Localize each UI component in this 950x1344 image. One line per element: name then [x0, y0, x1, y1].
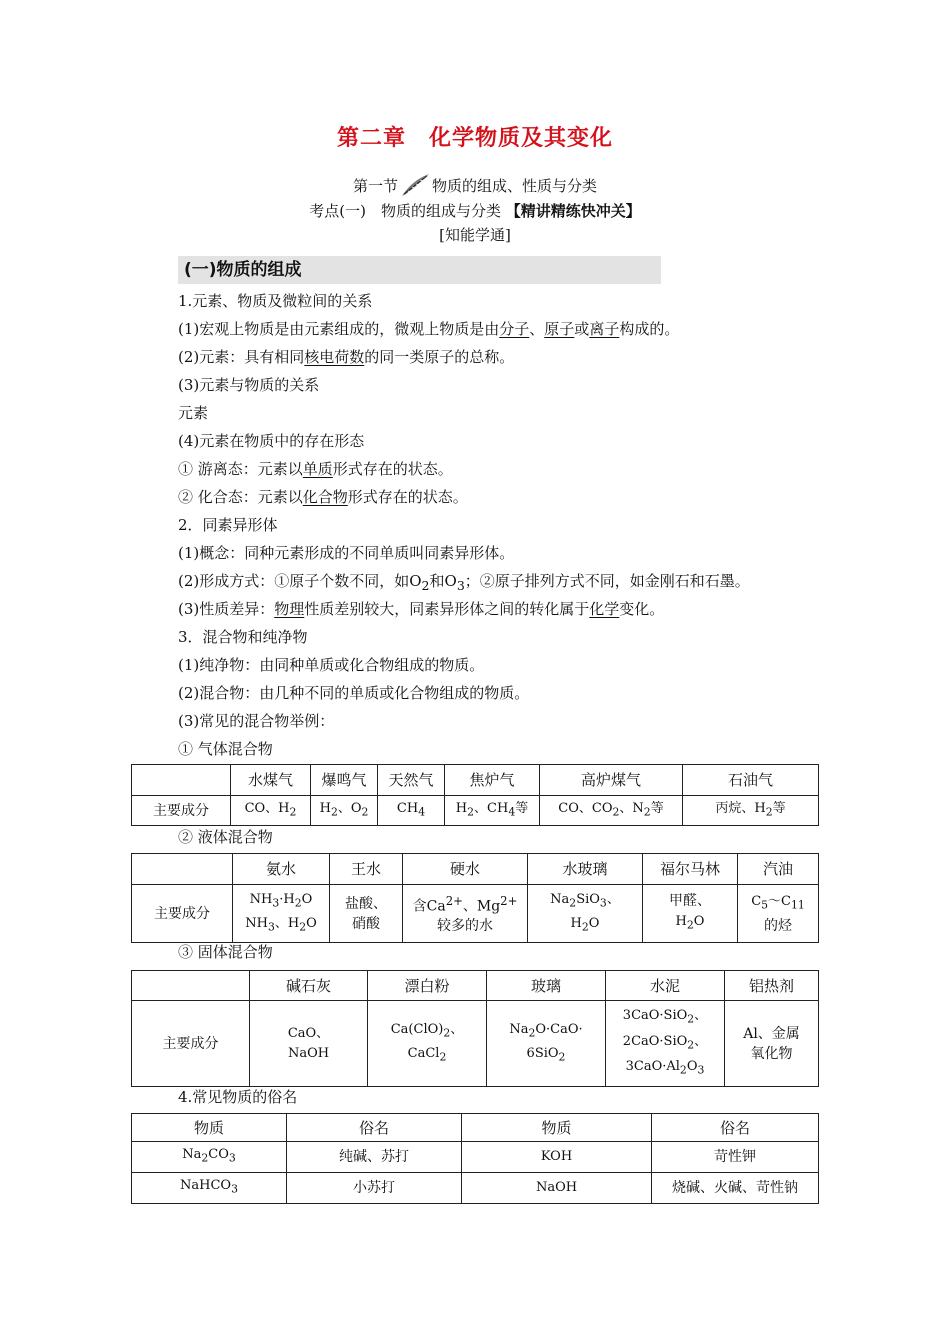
common-names-table: [131, 1113, 819, 1204]
table-cell: Al、金属 氧化物: [725, 1001, 819, 1087]
table-header: 碱石灰: [250, 971, 368, 1001]
topic-heading: [0, 200, 950, 221]
table-header: 铝热剂: [725, 971, 819, 1001]
table-cell: $Ca(ClO)_2$、 CaCl$_2$: [368, 1001, 487, 1087]
table-cell: $NH_3\cdot H_2O$ $NH_3$、$H_2O$: [233, 885, 330, 943]
text-line: (1)宏观上物质是由元素组成的，微观上物质是由分子、原子或离子构成的。: [178, 320, 680, 338]
chapter-title: 第二章 化学物质及其变化: [336, 126, 613, 151]
gas-mixture-table: [131, 764, 819, 826]
table-cell: 丙烷、$H_2$等: [683, 796, 819, 826]
table-row: [132, 1142, 819, 1173]
table-header: 俗名: [287, 1114, 462, 1142]
table-header: 石油气: [683, 765, 819, 796]
text-line: ② 化合态：元素以化合物形式存在的状态。: [178, 488, 468, 506]
table-header: 爆鸣气: [311, 765, 378, 796]
table-cell: 纯碱、苏打: [287, 1142, 462, 1173]
underlined-answer: 离子: [589, 320, 620, 338]
topic-tag: 【精讲精练快冲关】: [505, 202, 641, 220]
topic-prefix: 考点(一) 物质的组成与分类: [309, 202, 501, 220]
text-line: (1)概念：同种元素形成的不同单质叫同素异形体。: [178, 544, 515, 562]
table-header: 天然气: [378, 765, 445, 796]
table-cell: $Na_2SiO_3$、 $H_2O$: [528, 885, 643, 943]
table-cell: $H_2$、$O_2$: [311, 796, 378, 826]
table-cell: $H_2$、$CH_4$等: [445, 796, 540, 826]
table-cell: [132, 854, 233, 885]
table-header: 俗名: [652, 1114, 819, 1142]
underlined-answer: 分子: [499, 320, 530, 338]
table-cell: [132, 765, 231, 796]
row-label: 主要成分: [132, 885, 233, 943]
text-line: (2)混合物：由几种不同的单质或化合物组成的物质。: [178, 684, 530, 702]
text-line: 1.元素、物质及微粒间的关系: [178, 292, 373, 310]
table-header: 硬水: [403, 854, 528, 885]
table-header: 汽油: [738, 854, 819, 885]
text-line: (1)纯净物：由同种单质或化合物组成的物质。: [178, 656, 485, 674]
underlined-answer: 原子: [544, 320, 575, 338]
table-cell: $Na_2O\cdot CaO\cdot$ 6SiO$_2$: [487, 1001, 606, 1087]
text-line: 2．同素异形体: [178, 516, 278, 534]
table-cell: $Na_2CO_3$: [132, 1142, 287, 1173]
text-line: 3．混合物和纯净物: [178, 628, 308, 646]
text-line: (2)元素：具有相同核电荷数的同一类原子的总称。: [178, 348, 515, 366]
underlined-answer: 物理: [274, 600, 305, 618]
text-line: ① 气体混合物: [178, 740, 273, 758]
text-line: (3)元素与物质的关系: [178, 376, 320, 394]
table-cell: CO、$H_2$: [231, 796, 311, 826]
sub-heading: [知能学通]: [439, 226, 511, 244]
table-cell: 3CaO·SiO$_2$、 2CaO·SiO$_2$、 $3CaO\cdot Al_2O_3$: [606, 1001, 725, 1087]
underlined-answer: 化合物: [302, 488, 348, 506]
section-title: 物质的组成、性质与分类: [432, 177, 598, 195]
table-header: 物质: [132, 1114, 287, 1142]
text-line: (2)形成方式：①原子个数不同，如$O_2$和$O_3$；②原子排列方式不同，如金刚石和石墨。: [178, 572, 750, 593]
table-header: 氨水: [233, 854, 330, 885]
table-header: 水煤气: [231, 765, 311, 796]
text-line: ② 液体混合物: [178, 828, 273, 846]
table-cell: 苛性钾: [652, 1142, 819, 1173]
text-line: (4)元素在物质中的存在形态: [178, 432, 365, 450]
table-header: 高炉煤气: [540, 765, 683, 796]
table-cell: 甲醛、 $H_2O$: [643, 885, 738, 943]
solid-mixture-table: [131, 970, 819, 1087]
table-cell: $C_5\sim C_{11}$ 的烃: [738, 885, 819, 943]
table-row: [132, 1173, 819, 1204]
underlined-answer: 单质: [302, 460, 333, 478]
table-header: 水泥: [606, 971, 725, 1001]
text-line: (3)常见的混合物举例：: [178, 712, 335, 730]
table-header: 王水: [330, 854, 403, 885]
table-cell: 含$Ca^{2+}$、$Mg^{2+}$ 较多的水: [403, 885, 528, 943]
table-cell: $CH_4$: [378, 796, 445, 826]
table-header: 漂白粉: [368, 971, 487, 1001]
text-line: 4.常见物质的俗名: [178, 1088, 298, 1106]
table-header: 物质: [462, 1114, 652, 1142]
table-header: 水玻璃: [528, 854, 643, 885]
section-banner: (一)物质的组成: [178, 256, 661, 284]
table-cell: [132, 971, 250, 1001]
table-cell: 烧碱、火碱、苛性钠: [652, 1173, 819, 1204]
table-cell: NaHCO$_3$: [132, 1173, 287, 1204]
table-cell: 盐酸、 硝酸: [330, 885, 403, 943]
underlined-answer: 化学: [589, 600, 620, 618]
row-label: 主要成分: [132, 1001, 250, 1087]
text-line: 元素: [178, 404, 209, 422]
liquid-mixture-table: [131, 853, 819, 943]
table-cell: NaOH: [462, 1173, 652, 1204]
row-label: 主要成分: [132, 796, 231, 826]
quill-icon: [400, 173, 430, 197]
table-cell: KOH: [462, 1142, 652, 1173]
table-cell: 小苏打: [287, 1173, 462, 1204]
section-heading: [0, 173, 950, 197]
underlined-answer: 核电荷数: [304, 348, 365, 366]
text-line: ① 游离态：元素以单质形式存在的状态。: [178, 460, 453, 478]
table-header: 焦炉气: [445, 765, 540, 796]
section-prefix: 第一节: [352, 177, 398, 195]
table-cell: CaO、 NaOH: [250, 1001, 368, 1087]
text-line: ③ 固体混合物: [178, 943, 273, 961]
text-line: (3)性质差异：物理性质差别较大，同素异形体之间的转化属于化学变化。: [178, 600, 665, 618]
table-header: 福尔马林: [643, 854, 738, 885]
table-cell: CO、$CO_2$、$N_2$等: [540, 796, 683, 826]
table-header: 玻璃: [487, 971, 606, 1001]
